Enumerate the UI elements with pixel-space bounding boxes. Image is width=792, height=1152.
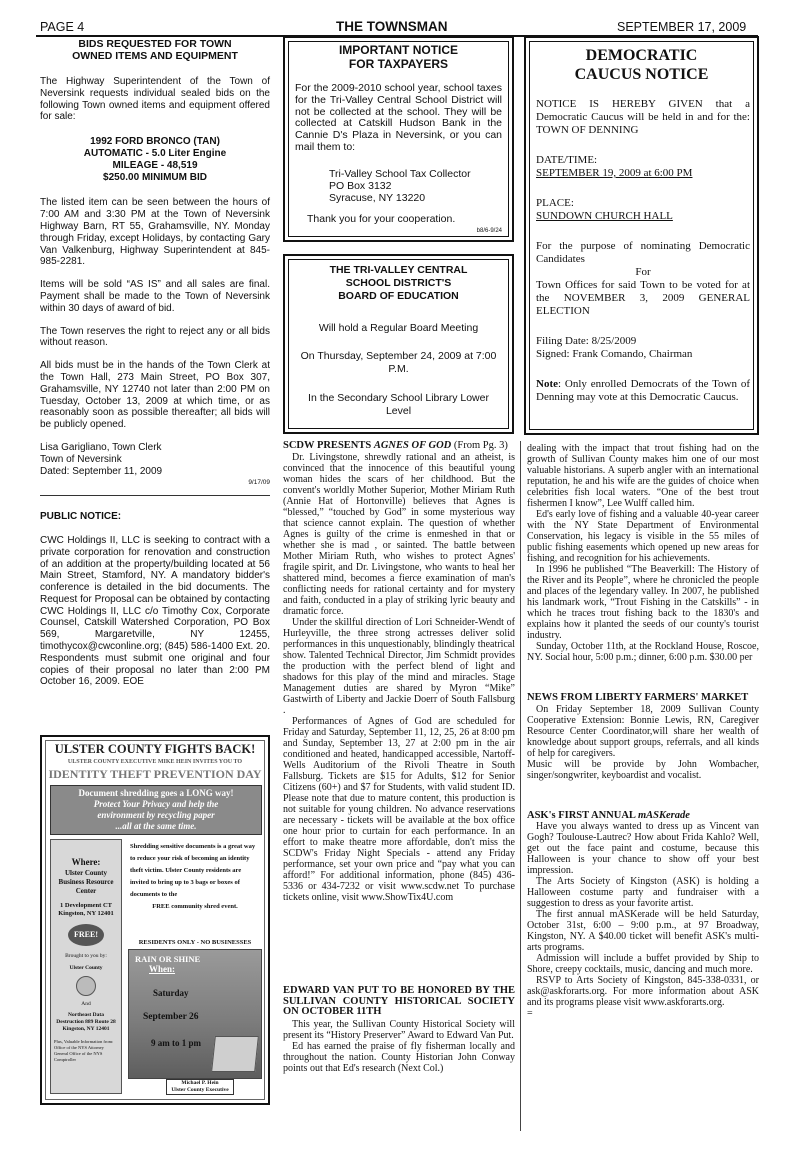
scdw-headline-a: SCDW PRESENTS bbox=[283, 440, 374, 451]
column-4 bbox=[527, 443, 759, 1019]
sponsor-2: Northeast Data Destruction 889 Route 28 Kingston, NY 12401 bbox=[56, 1012, 116, 1032]
public-notice-title: PUBLIC NOTICE: bbox=[40, 511, 122, 523]
caucus-signed: Signed: Frank Comando, Chairman bbox=[536, 348, 693, 360]
taxpayers-address-3: Syracuse, NY 13220 bbox=[329, 192, 426, 204]
caucus-note-label: Note bbox=[536, 378, 558, 390]
executive-name: Michael P. Hein bbox=[181, 1080, 219, 1086]
bids-signature-1: Lisa Garigliano, Town Clerk bbox=[40, 441, 162, 453]
caucus-place-label: PLACE: bbox=[536, 197, 574, 209]
board-title-3: BOARD OF EDUCATION bbox=[338, 290, 459, 302]
executive-signature bbox=[166, 1079, 234, 1095]
vanput-continued-4: Sunday, October 11th, at the Rockland House, Roscoe, NY. Social hour, 5:00 p.m.; dinner, 6:00 p.m. $30.00 per bbox=[527, 641, 759, 663]
market-headline: NEWS FROM LIBERTY FARMERS' MARKET bbox=[527, 692, 749, 703]
identity-theft-ad bbox=[40, 735, 270, 1105]
scdw-headline bbox=[283, 441, 515, 452]
ad-shred-text bbox=[128, 839, 262, 939]
when-label: When: bbox=[149, 964, 176, 974]
ask-paragraph-2: The Arts Society of Kingston (ASK) is holding a Halloween costume party and fundraiser with a suggestion to dress as your favorite artist. bbox=[527, 876, 759, 909]
shred-bin-icon bbox=[211, 1036, 259, 1072]
shred-body: Shredding sensitive documents is a great way to reduce your risk of becoming an identity theft victim. Ulster County residents are invited to bring up to 3 bags or boxes of documents to the bbox=[130, 843, 256, 898]
caucus-title bbox=[526, 46, 757, 84]
ad-subline: ULSTER COUNTY EXECUTIVE MIKE HEIN INVITES YOU TO bbox=[67, 759, 243, 765]
ask-paragraph-1: Have you always wanted to dress up as Vincent van Gogh? Toulouse-Lautrec? How about Frida Kahlo? Well, get out the face paint and costume, because this Halloween is your chance to show off your best impression. bbox=[527, 821, 759, 876]
taxpayers-address bbox=[329, 168, 471, 204]
ask-headline-b: mASKerade bbox=[637, 809, 690, 821]
taxpayers-notice bbox=[283, 36, 514, 242]
taxpayers-title bbox=[285, 43, 512, 71]
vanput-paragraph-2: Ed has earned the praise of fly fisherman locally and throughout the nation. County Historian John Conway points out that Ed's research (Next Col.) bbox=[283, 1040, 515, 1074]
board-title-2: SCHOOL DISTRICT'S bbox=[345, 277, 452, 289]
event-date: September 26 bbox=[143, 1012, 199, 1022]
ask-paragraph-3: The first annual mASKerade will be held Saturday, October 31st, 6:00 – 9:00 p.m., at 97 Broadway, Kingston, NY. A $40.00 ticket will benefit ASK's multi-arts programs. bbox=[527, 909, 759, 953]
vanput-continued-2: Ed's early love of fishing and a valuable 40-year career with the NY State Department of Environmental Conservation, his legacy is visible in the 55 miles of public fishing easements which opened up new areas for fishing, and recognition for his achievements. bbox=[527, 509, 759, 564]
market-paragraph-2: Music will be provide by John Wombacher, singer/songwriter, keyboardist and vocalist. bbox=[527, 758, 759, 781]
bids-paragraph-1: The listed item can be seen between the hours of 7:00 AM and 3:30 PM at the Town of Neversink Highway Barn, RT 55, Grahamsville, NY. Monday through Friday, except Holidays, by contacting Gary Van Valkenburg, Highway Superintendent at 845-985-2281. bbox=[40, 197, 270, 268]
caucus-note-text: : Only enrolled Democrats of the Town of Denning may vote at this Democratic Caucus. bbox=[536, 378, 750, 403]
taxpayers-title-1: IMPORTANT NOTICE bbox=[338, 43, 459, 57]
caucus-date-label: DATE/TIME: bbox=[536, 154, 598, 166]
county-seal-icon bbox=[76, 976, 96, 996]
masthead: THE TOWNSMAN bbox=[336, 19, 448, 34]
caucus-title-2: CAUCUS NOTICE bbox=[574, 66, 709, 83]
banner-line-2: Protect Your Privacy and help the bbox=[93, 799, 219, 809]
shred-event: FREE community shred event. bbox=[152, 903, 238, 910]
caucus-note bbox=[536, 378, 750, 404]
bids-item-2: AUTOMATIC - 5.0 Liter Engine bbox=[83, 147, 227, 159]
ad-event-title: IDENTITY THEFT PREVENTION DAY bbox=[48, 767, 262, 781]
bids-title-2: OWNED ITEMS AND EQUIPMENT bbox=[72, 50, 238, 62]
caucus-title-1: DEMOCRATIC bbox=[585, 47, 698, 64]
board-title bbox=[285, 264, 512, 303]
taxpayers-thanks: Thank you for your cooperation. bbox=[307, 213, 456, 225]
vanput-continued-3: In 1996 he published “The Beaverkill: The History of the River and its People”, where he chronicled the people and places of the legendary valley. In 2007, he published his landmark work, “Trout Fishing in the Catskills” - in which he traces trout fishing back to the 1830's and explains how it planted the seeds of our county's tourist industry. bbox=[527, 564, 759, 641]
issue-date: SEPTEMBER 17, 2009 bbox=[617, 20, 747, 34]
rain-or-shine: RAIN OR SHINE bbox=[135, 954, 201, 964]
article-end-mark: = bbox=[527, 1008, 533, 1019]
banner-line-4: ...all at the same time. bbox=[115, 821, 197, 831]
scdw-paragraph-3: Performances of Agnes of God are scheduled for Friday and Saturday, September 11, 12, 25, 26 at 8:00 pm and Sunday, September 13, 27 at 2:00 pm in the air conditioned and heated, handicapped accessible, Nartoff-Wells Auditorium of the Rivoli Theatre in South Fallsburg. Tickets are $15 for Adults, $12 for Senior Citizens (60+) and $7 for Students, with valid student ID. Please note that due to mature content, this production is not suitable for young children. No advance reservations are necessary - tickets will be available at the box office one hour prior to curtain for each performance. In an effort to make theatre more affordable, don't miss the SCDW's Friday Night Specials - attend any Friday performance, set your own price and “pay what you can afford!” For additional information, phone (845) 436-5336 or 434-7232 or visit www.scdw.net To purchase tickets online, visit www.ShowTix4U.com bbox=[283, 715, 515, 903]
bids-notice bbox=[40, 38, 270, 699]
market-paragraph-1: On Friday September 18, 2009 Sullivan County Cooperative Extension: Bonnie Lewis, RN, Caregiver Resource Center Coordinator,will share her wealth of knowledge about support groups, referrals, and all kinds of help for caregivers. bbox=[527, 703, 759, 759]
taxpayers-code: b8/6-9/24 bbox=[476, 228, 502, 234]
ad-banner bbox=[50, 785, 262, 835]
bids-code: 9/17/09 bbox=[248, 479, 270, 487]
taxpayers-address-2: PO Box 3132 bbox=[329, 180, 392, 192]
bids-item-3: MILEAGE - 48,519 bbox=[112, 159, 198, 171]
board-title-1: THE TRI-VALLEY CENTRAL bbox=[329, 264, 468, 276]
and-label: And bbox=[81, 1001, 91, 1007]
scdw-paragraph-2: Under the skillful direction of Lori Schneider-Wendt of Hurleyville, the three strong actresses deliver solid performances in this unquestionably, blindingly theatrical show. Talented Technical Director, Jim Schmidt provides the production with the perfect blend of light and shadows for this play of the mind and miracles. Stage Management duties are shared by Myron “Mike” Gastwirth of Liberty and Jackie Doerr of South Fallsburg . bbox=[283, 616, 515, 716]
bids-signature-2: Town of Neversink bbox=[40, 453, 122, 465]
caucus-place: SUNDOWN CHURCH HALL bbox=[536, 210, 673, 222]
event-day: Saturday bbox=[153, 988, 189, 998]
scdw-headline-title: AGNES OF GOD bbox=[373, 440, 452, 451]
ad-plus-info: Plus, Valuable Information from: Office of the NYS Attorney General Office of the NYS Comptroller bbox=[54, 1039, 114, 1062]
caucus-paragraph-3: Town Offices for said Town to be voted for at the NOVEMBER 3, 2009 GENERAL ELECTION bbox=[536, 279, 750, 317]
ad-photo bbox=[128, 949, 262, 1079]
where-label: Where: bbox=[71, 857, 101, 867]
column-rule bbox=[520, 441, 521, 1131]
bids-paragraph-2: Items will be sold “AS IS” and all sales are final. Payment shall be made to the Town of Neversink within 30 days of award of bid. bbox=[40, 279, 270, 314]
executive-title: Ulster County Executive bbox=[171, 1087, 229, 1093]
caucus-date: SEPTEMBER 19, 2009 at 6:00 PM bbox=[536, 167, 693, 179]
bids-paragraph-3: The Town reserves the right to reject any or all bids without reason. bbox=[40, 325, 270, 349]
caucus-notice bbox=[524, 36, 759, 435]
vanput-continued-1: dealing with the impact that trout fishing had on the growth of Sullivan County makes him one of our most valuable historians. A superb angler with an international reputation, he and his wife are the guides of choice when celebrities fish local waters. “One of the best trout fishermen I know”, Lee Wulff called him. bbox=[527, 443, 759, 509]
banner-line-3: environment by recycling paper bbox=[97, 810, 215, 820]
ask-paragraph-5: RSVP to Arts Society of Kingston, 845-338-0331, or ask@askforarts.org. For more information about ASK and its programs please visit www.askforarts.org. bbox=[527, 975, 759, 1008]
sponsor-1: Ulster County bbox=[69, 965, 103, 971]
caucus-paragraph-1: NOTICE IS HEREBY GIVEN that a Democratic Caucus will be held in and for the: TOWN OF DENNING bbox=[536, 98, 750, 136]
bids-intro: The Highway Superintendent of the Town of Neversink requests individual sealed bids on the following Town owned items and equipment offered for sale: bbox=[40, 76, 270, 123]
taxpayers-body: For the 2009-2010 school year, school taxes for the Tri-Valley Central School District will not be collected at the school. They will be collected at Catskill Hudson Bank in the Cannie D's Plaza in Neversink, or you can mail them to: bbox=[295, 82, 502, 153]
scdw-paragraph-1: Dr. Livingstone, shrewdly rational and an atheist, is convinced that the innocence of this beautiful young woman hides the scars of her childhood. But the convent's worldly Mother Superior, Mother Miriam Ruth (Annie Hat of Hortonville) believes that Agnes is “blessed,” “touched by God” in some mysterious way that science cannot explain. The question of whether Agnes is guilty of the crime is enmeshed in that or whether she is mad , or sainted. The battle between Mother Miriam Ruth, who wishes to protect Agnes' fragile spirit, and Dr. Livingstone, who wants to heal her shattered mind, becomes a fierce examination of man's conflicting needs for rational certainty and for mystery and faith, conducted in a play of striking lyric beauty and dramatic force. bbox=[283, 451, 515, 617]
public-notice-body: CWC Holdings II, LLC is seeking to contract with a private corporation for renovation and construction of an addition at the property/building located at 56 Main Street, Stamford, NY. A mandatory bidder's conference is detailed in the bid documents. The Request for Proposal can be obtained by contacting CWC Holdings II, LLC c/o Timothy Cox, Corporate Counsel, Catskill Watershed Corporation, PO Box 569, Margaretville, NY 12455, timothycox@cwconline.org; (845) 586-1400 Ext. 20. Respondents must submit one original and four copies of their proposal no later than 2:00 PM October 16, 2009. EOE bbox=[40, 534, 270, 688]
caucus-body bbox=[536, 98, 750, 404]
bids-item-4: $250.00 MINIMUM BID bbox=[103, 171, 207, 183]
bids-item-1: 1992 FORD BRONCO (TAN) bbox=[90, 136, 220, 148]
free-badge: FREE! bbox=[68, 924, 104, 946]
ask-paragraph-4: Admission will include a buffet provided by Ship to Shore, creepy cocktails, music, dancing and much more. bbox=[527, 953, 759, 975]
board-notice bbox=[283, 254, 514, 434]
scdw-article bbox=[283, 441, 515, 903]
bids-paragraph-4: All bids must be in the hands of the Town Clerk at the Town Hall, 273 Main Street, PO Box 307, Grahamsville, NY 12740 not later than 2:00 PM on Tuesday, October 13, 2009 at which time, or as reasonably soon as possible thereafter; all bids will be publicly opened. bbox=[40, 360, 270, 431]
page-number: PAGE 4 bbox=[40, 20, 85, 34]
board-line-3: In the Secondary School Library Lower Level bbox=[308, 392, 489, 417]
caucus-filing: Filing Date: 8/25/2009 bbox=[536, 335, 637, 347]
caucus-for: For bbox=[635, 266, 651, 278]
divider bbox=[40, 495, 270, 496]
ad-sidebar bbox=[50, 839, 122, 1094]
taxpayers-address-1: Tri-Valley School Tax Collector bbox=[329, 168, 471, 180]
bids-signature-3: Dated: September 11, 2009 bbox=[40, 465, 163, 477]
vanput-article bbox=[283, 986, 515, 1074]
vanput-headline: EDWARD VAN PUT TO BE HONORED BY THE SULLIVAN COUNTY HISTORICAL SOCIETY ON OCTOBER 11TH bbox=[283, 985, 515, 1017]
taxpayers-title-2: FOR TAXPAYERS bbox=[348, 57, 449, 71]
scdw-headline-ref: (From Pg. 3) bbox=[451, 440, 508, 451]
bids-title-1: BIDS REQUESTED FOR TOWN bbox=[78, 38, 232, 50]
where-body: Ulster County Business Resource Center bbox=[58, 869, 114, 895]
ask-headline-a: ASK's FIRST ANNUAL bbox=[527, 809, 638, 821]
brought-label: Brought to you by: bbox=[65, 953, 107, 959]
residents-only: RESIDENTS ONLY - NO BUSINESSES bbox=[138, 939, 252, 946]
ask-headline bbox=[527, 811, 759, 822]
caucus-paragraph-2: For the purpose of nominating Democratic Candidates bbox=[536, 240, 750, 265]
vanput-paragraph-1: This year, the Sullivan County Historical Society will present its “History Preserver” Award to Edward Van Put. bbox=[283, 1018, 515, 1041]
board-line-2: On Thursday, September 24, 2009 at 7:00 P.M. bbox=[300, 350, 497, 375]
event-time: 9 am to 1 pm bbox=[151, 1038, 201, 1048]
board-line-1: Will hold a Regular Board Meeting bbox=[318, 322, 479, 334]
banner-line-1: Document shredding goes a LONG way! bbox=[78, 788, 234, 798]
ad-headline: ULSTER COUNTY FIGHTS BACK! bbox=[54, 742, 256, 756]
where-address: 1 Development CT Kingston, NY 12401 bbox=[58, 902, 114, 917]
